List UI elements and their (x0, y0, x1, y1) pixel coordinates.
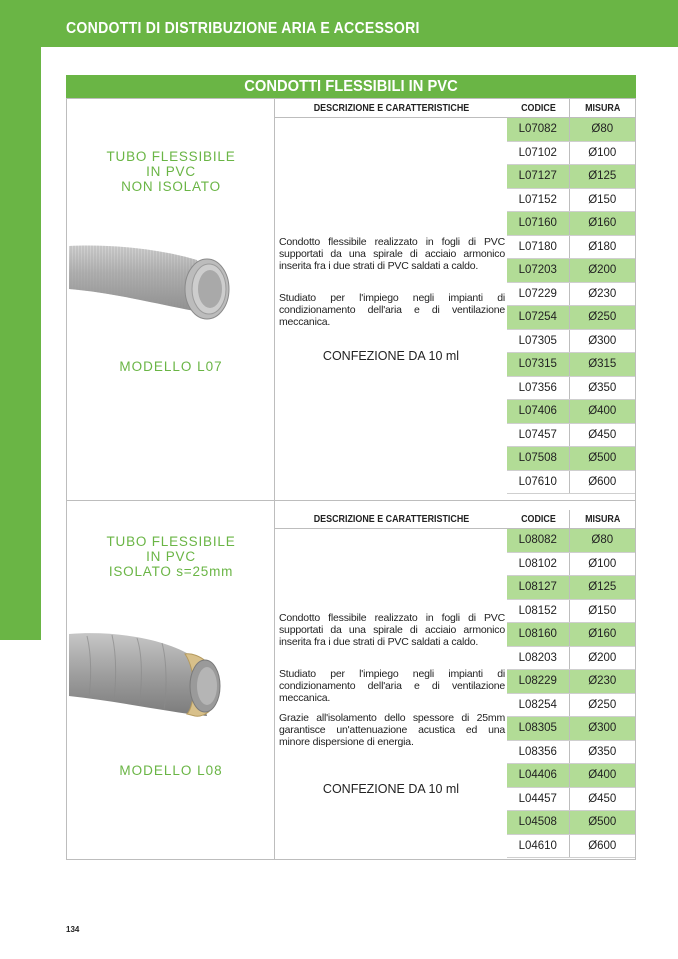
code-header-text: CODICE (520, 102, 556, 114)
product-code: L08152 (518, 604, 557, 617)
product-size: Ø200 (569, 259, 635, 282)
product-size: Ø230 (569, 283, 635, 306)
page-header-title: CONDOTTI DI DISTRIBUZIONE ARIA E ACCESSORI (66, 20, 420, 37)
table-row (507, 717, 635, 741)
insulated-duct-image (67, 626, 237, 726)
table-row (507, 447, 635, 471)
product-size: Ø80 (569, 118, 635, 141)
table-row (507, 694, 635, 718)
table-row (507, 236, 635, 260)
code-header (507, 510, 569, 529)
description-header-text: DESCRIZIONE E CARATTERISTICHE (313, 102, 469, 114)
table-row (507, 600, 635, 624)
product-size: Ø350 (569, 741, 635, 764)
table-row (507, 623, 635, 647)
page-number: 134 (66, 925, 80, 934)
product-size: Ø600 (569, 835, 635, 858)
code-header-text: CODICE (520, 513, 556, 525)
product-size: Ø400 (569, 400, 635, 423)
product-code: L04610 (518, 839, 557, 852)
product-code: L07082 (518, 123, 557, 135)
description-column (275, 501, 507, 859)
product-code: L07203 (518, 264, 557, 276)
product-size: Ø160 (569, 623, 635, 646)
product-code: L07356 (518, 381, 557, 394)
table-row (507, 764, 635, 788)
product-code: L04406 (518, 769, 557, 781)
product-size: Ø150 (569, 189, 635, 212)
package-info: CONFEZIONE DA 10 ml (322, 782, 460, 796)
product-code: L08160 (518, 628, 557, 640)
product-size: Ø125 (569, 165, 635, 188)
product-code: L07229 (518, 287, 557, 300)
table-row (507, 353, 635, 377)
product-size: Ø230 (569, 670, 635, 693)
table-row (507, 811, 635, 835)
header-bar (0, 0, 678, 47)
product-code: L07315 (518, 358, 557, 370)
product-size: Ø180 (569, 236, 635, 259)
product-size: Ø150 (569, 600, 635, 623)
table-row (507, 835, 635, 859)
table-row (507, 788, 635, 812)
product-size: Ø250 (569, 306, 635, 329)
description-header-text: DESCRIZIONE E CARATTERISTICHE (313, 513, 469, 525)
product-size: Ø200 (569, 647, 635, 670)
product-size: Ø350 (569, 377, 635, 400)
product-size: Ø500 (569, 447, 635, 470)
product-code: L07127 (518, 170, 557, 182)
table-row (507, 118, 635, 142)
description-paragraph: Grazie all'isolamento dello spessore di 25mm garantisce un'attenuazione acustica ed una minore dispersione di energia. (279, 712, 505, 748)
product-info (67, 99, 275, 500)
product-size: Ø315 (569, 353, 635, 376)
product-code: L04508 (518, 816, 557, 828)
product-code: L07508 (518, 452, 557, 464)
table-row (507, 471, 635, 495)
table-row (507, 165, 635, 189)
product-size: Ø100 (569, 553, 635, 576)
product-size: Ø250 (569, 694, 635, 717)
table-row (507, 306, 635, 330)
table-row (507, 647, 635, 671)
product-size: Ø300 (569, 330, 635, 353)
code-header (507, 99, 569, 118)
section-title (66, 75, 636, 98)
product-code: L07457 (518, 428, 557, 441)
product-code: L07610 (518, 475, 557, 488)
product-code: L07160 (518, 217, 557, 229)
product-size: Ø160 (569, 212, 635, 235)
uninsulated-duct-image (67, 234, 237, 334)
product-code: L08229 (518, 675, 557, 687)
product-size: Ø400 (569, 764, 635, 787)
description-paragraph: Condotto flessibile realizzato in fogli di PVC supportati da una spirale di acciaio armonico inserita fra i due strati di PVC saldati a caldo. (279, 236, 505, 272)
description-header (275, 510, 507, 529)
table-row (507, 283, 635, 307)
table-row (507, 259, 635, 283)
product-size: Ø450 (569, 788, 635, 811)
table-row (507, 212, 635, 236)
product-code: L08203 (518, 651, 557, 664)
product-size: Ø450 (569, 424, 635, 447)
table-row (507, 142, 635, 166)
table-rows (507, 118, 635, 494)
product-code: L08254 (518, 698, 557, 711)
size-header-text: MISURA (584, 102, 621, 114)
table-row (507, 529, 635, 553)
package-info: CONFEZIONE DA 10 ml (322, 349, 460, 363)
product-code: L08082 (518, 534, 557, 546)
product-size: Ø300 (569, 717, 635, 740)
table-row (507, 741, 635, 765)
size-header (569, 99, 635, 118)
product-code: L07254 (518, 311, 557, 323)
product-code: L07406 (518, 405, 557, 417)
product-size: Ø600 (569, 471, 635, 494)
product-size: Ø80 (569, 529, 635, 552)
table-row (507, 189, 635, 213)
product-size: Ø100 (569, 142, 635, 165)
table-row (507, 670, 635, 694)
description-header (275, 99, 507, 118)
product-code: L07180 (518, 240, 557, 253)
product-code: L07152 (518, 193, 557, 206)
description-paragraph: Condotto flessibile realizzato in fogli di PVC supportati da una spirale di acciaio armonico inserita fra i due strati di PVC saldati a caldo. (279, 612, 505, 648)
table-row (507, 400, 635, 424)
product-code: L08305 (518, 722, 557, 734)
table-row (507, 553, 635, 577)
model-label: MODELLO L08 (119, 763, 223, 778)
model-label: MODELLO L07 (119, 359, 223, 374)
product-size: Ø125 (569, 576, 635, 599)
side-accent-bar (0, 47, 41, 640)
table-row (507, 424, 635, 448)
section-title-text: CONDOTTI FLESSIBILI IN PVC (244, 78, 458, 95)
size-header (569, 510, 635, 529)
product-code: L08102 (518, 557, 557, 570)
table-rows (507, 529, 635, 858)
product-size: Ø500 (569, 811, 635, 834)
product-info (67, 501, 275, 859)
product-code: L07102 (518, 146, 557, 159)
table-row (507, 377, 635, 401)
description-paragraph: Studiato per l'impiego negli impianti di condizionamento dell'aria e di ventilazione meccanica. (279, 292, 505, 328)
product-code: L04457 (518, 792, 557, 805)
description-paragraph: Studiato per l'impiego negli impianti di condizionamento dell'aria e di ventilazione meccanica. (279, 668, 505, 704)
table-row (507, 330, 635, 354)
table-row (507, 576, 635, 600)
product-name: TUBO FLESSIBILE IN PVC ISOLATO s=25mm (106, 534, 236, 579)
product-code: L07305 (518, 334, 557, 347)
product-panel-l07 (66, 98, 636, 501)
product-panel-l08 (66, 501, 636, 860)
product-code: L08356 (518, 745, 557, 758)
description-column (275, 99, 507, 500)
product-name: TUBO FLESSIBILE IN PVC NON ISOLATO (106, 149, 236, 194)
product-code: L08127 (518, 581, 557, 593)
size-header-text: MISURA (584, 513, 621, 525)
